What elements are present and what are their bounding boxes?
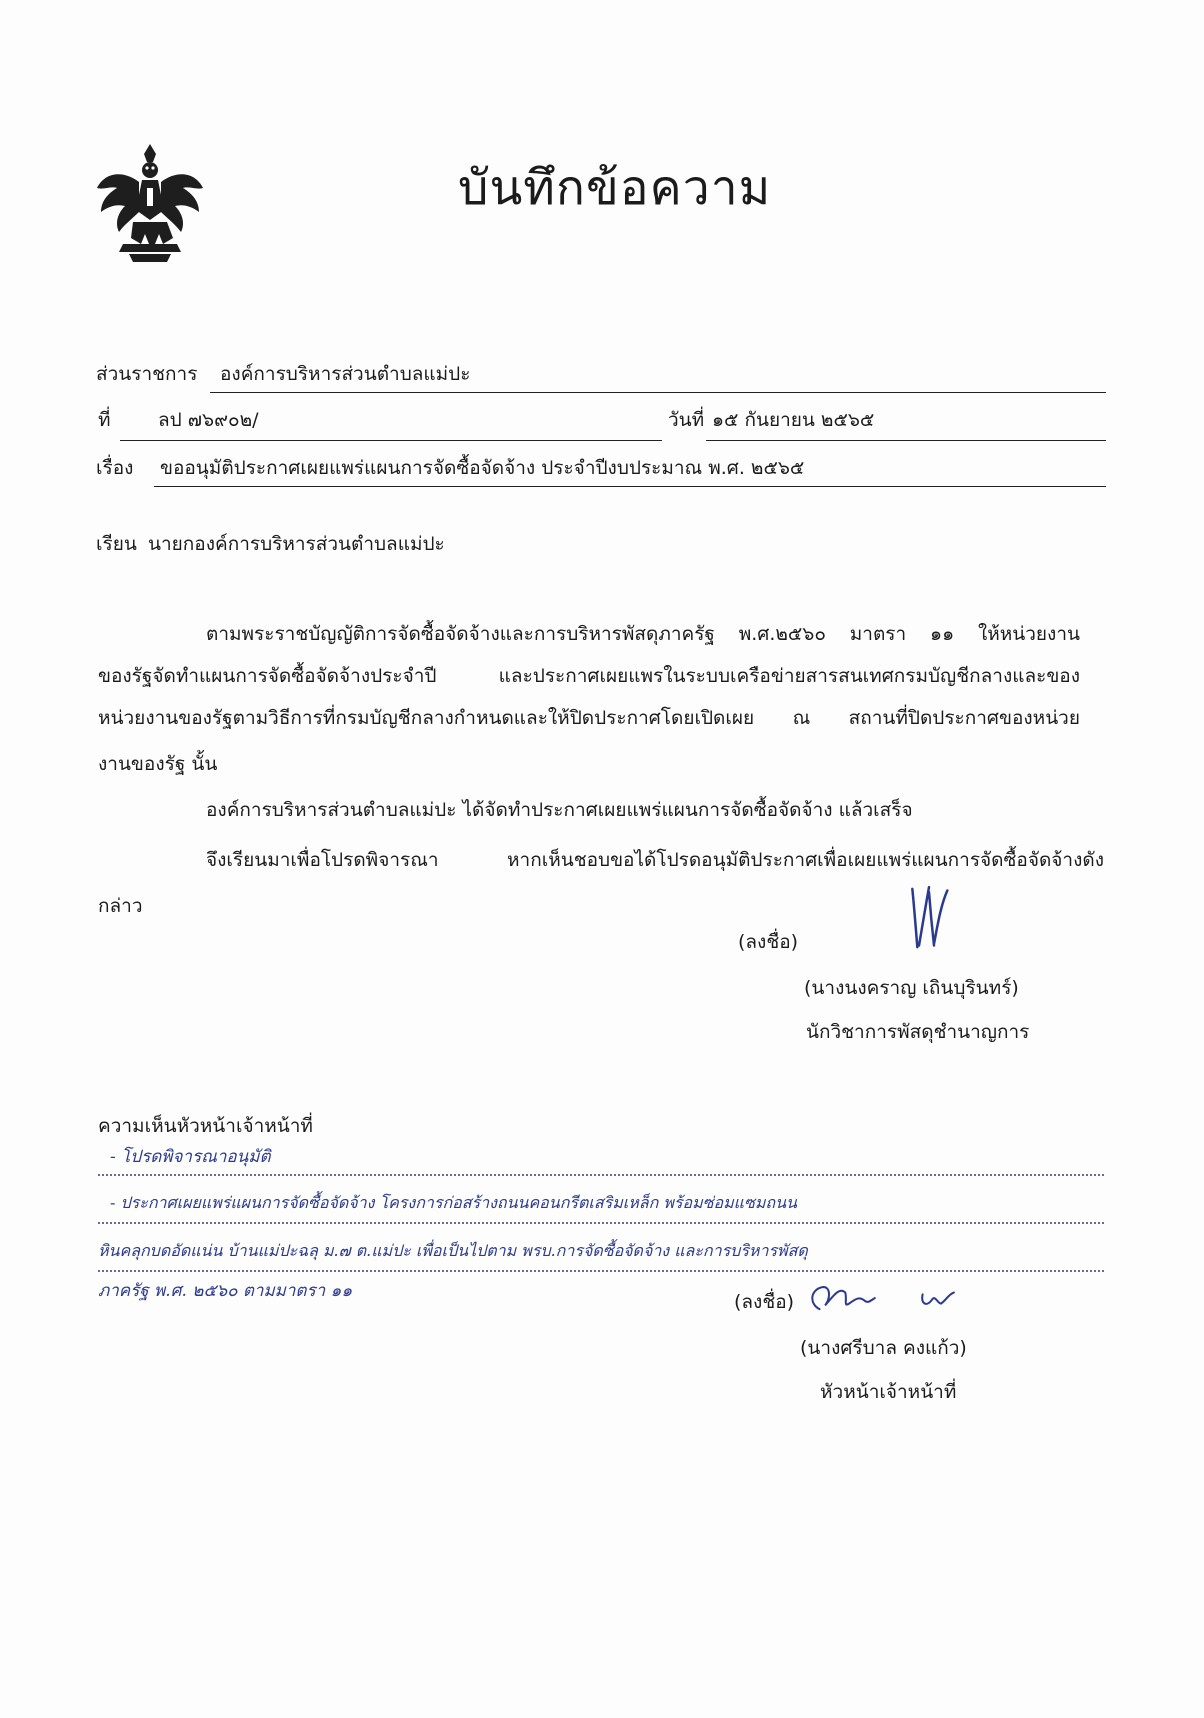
handwritten-line-4: ภาครัฐ พ.ศ. ๒๕๖๐ ตามมาตรา ๑๑ [98, 1281, 353, 1301]
agency-value: องค์การบริหารส่วนตำบลแม่ปะ [220, 363, 471, 385]
signature-1 [904, 878, 954, 958]
body-p1-line4: งานของรัฐ นั้น [98, 753, 218, 775]
subject-label: เรื่อง [96, 457, 134, 479]
body-p3-line2: กล่าว [98, 895, 143, 917]
signer2-name: (นางศรีบาล คงแก้ว) [800, 1337, 967, 1359]
body-p3-line1: จึงเรียนมาเพื่อโปรดพิจารณา หากเห็นชอบขอได้โปรดอนุมัติประกาศเพื่อเผยแพร่แผนการจัดซื้อจัดจ้างดัง [206, 849, 1104, 871]
signature-2 [800, 1276, 990, 1322]
date-value: ๑๕ กันยายน ๒๕๖๕ [712, 409, 875, 431]
handwritten-dotted-line-3 [98, 1270, 1104, 1272]
garuda-emblem-icon [93, 140, 208, 265]
ref-value: ลป ๗๖๙๐๒/ [158, 409, 259, 431]
body-p1-line2: ของรัฐจัดทำแผนการจัดซื้อจัดจ้างประจำปี และประกาศเผยแพรในระบบเครือข่ายสารสนเทศกรมบัญชีกลางและของ [98, 665, 1080, 687]
subject-value: ขออนุมัติประกาศเผยแพร่แผนการจัดซื้อจัดจ้าง ประจำปีงบประมาณ พ.ศ. ๒๕๖๕ [160, 457, 805, 479]
signer2-position: หัวหน้าเจ้าหน้าที่ [820, 1381, 957, 1403]
date-underline [706, 440, 1106, 441]
signer1-name: (นางนงคราญ เถินบุรินทร์) [804, 977, 1019, 999]
memo-title: บันทึกข้อความ [458, 160, 772, 216]
ref-label: ที่ [98, 409, 111, 431]
signer2-sign-label: (ลงชื่อ) [734, 1291, 795, 1313]
handwritten-dotted-line-2 [98, 1222, 1104, 1224]
signer1-position: นักวิชาการพัสดุชำนาญการ [806, 1021, 1030, 1043]
opinion-heading: ความเห็นหัวหน้าเจ้าหน้าที่ [98, 1115, 313, 1137]
ref-underline [120, 440, 662, 441]
body-p1-line3: หน่วยงานของรัฐตามวิธีการที่กรมบัญชีกลางกำหนดและให้ปิดประกาศโดยเปิดเผย ณ สถานที่ปิดประกาศของหน่วย [98, 707, 1080, 729]
handwritten-line-2: - ประกาศเผยแพร่แผนการจัดซื้อจัดจ้าง โครงการก่อสร้างถนนคอนกรีตเสริมเหล็ก พร้อมซ่อมแซมถนน [110, 1193, 797, 1212]
signer1-sign-label: (ลงชื่อ) [738, 931, 799, 953]
agency-underline [210, 392, 1106, 393]
salutation-value: นายกองค์การบริหารส่วนตำบลแม่ปะ [148, 533, 445, 555]
body-p1-line1: ตามพระราชบัญญัติการจัดซื้อจัดจ้างและการบริหารพัสดุภาครัฐ พ.ศ.๒๕๖๐ มาตรา ๑๑ ให้หน่วยงาน [206, 623, 1080, 645]
handwritten-dotted-line-1 [98, 1174, 1104, 1176]
handwritten-line-1: - โปรดพิจารณาอนุมัติ [110, 1147, 271, 1167]
salutation-label: เรียน [96, 533, 137, 555]
agency-label: ส่วนราชการ [96, 363, 198, 385]
body-p2: องค์การบริหารส่วนตำบลแม่ปะ ได้จัดทำประกาศเผยแพร่แผนการจัดซื้อจัดจ้าง แล้วเสร็จ [206, 799, 913, 821]
date-label: วันที่ [668, 409, 705, 431]
subject-underline [154, 486, 1106, 487]
handwritten-line-3: หินคลุกบดอัดแน่น บ้านแม่ปะฉลุ ม.๗ ต.แม่ปะ เพื่อเป็นไปตาม พรบ.การจัดซื้อจัดจ้าง และการบริหารพัสดุ [98, 1241, 808, 1260]
